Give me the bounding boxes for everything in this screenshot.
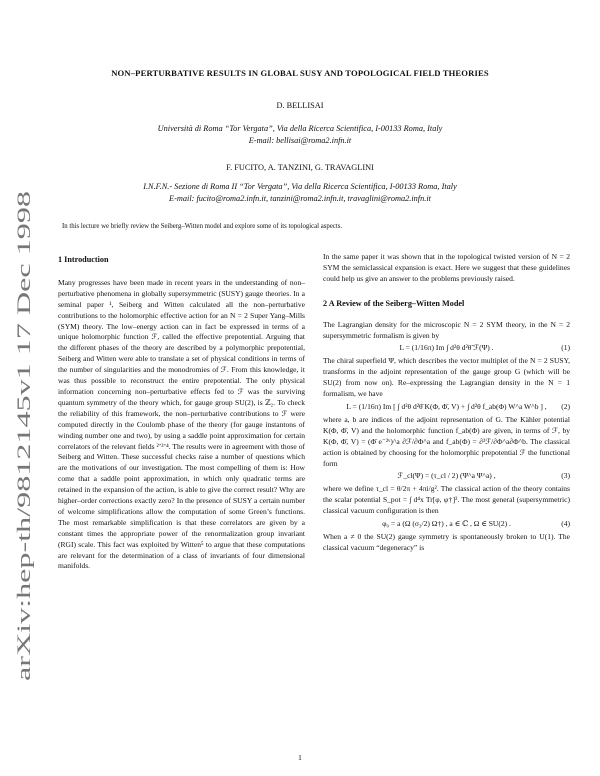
equation-2 [323, 402, 570, 413]
section1-heading: 1 Introduction [58, 255, 109, 264]
section2-p2: The chiral superfield Ψ, which describes the vector multiplet of the N = 2 SUSY, transforms in the adjoint representation of the gauge group G (which will be SU(2) from now on). Re–expressing the Lagrangian density in the N = 1 formalism, we have [323, 356, 570, 399]
page-number: 1 [298, 753, 302, 762]
section2-p5: When a ≠ 0 the SU(2) gauge symmetry is spontaneously broken to U(1). The classical vacuum “degeneracy” is [323, 531, 570, 552]
author2-affiliation: I.N.F.N.- Sezione di Roma II “Tor Vergata”, Via della Ricerca Scientifica, I-00133 Roma, Italy [143, 182, 457, 191]
abstract: In this lecture we briefly review the Seiberg–Witten model and explore some of its topological aspects. [62, 223, 343, 230]
equation-4 [323, 519, 570, 530]
arxiv-stamp [12, 186, 36, 686]
right-column [323, 252, 570, 554]
equation-4-body: φ₀ = a (Ω (σ₃/2) Ω†) , a ∈ ℂ , Ω ∈ SU(2) . [382, 519, 511, 529]
section2-heading: 2 A Review of the Seiberg–Witten Model [323, 298, 465, 308]
author1-email: E-mail: bellisai@roma2.infn.it [248, 136, 352, 145]
left-column [58, 255, 305, 572]
arxiv-stamp-text: arXiv:hep-th/9812145v1 17 Dec 1998 [15, 398, 35, 681]
author1-affiliation: Università di Roma “Tor Vergata”, Via della Ricerca Scientifica, I-00133 Roma, Italy [157, 124, 443, 133]
equation-2-body: L = (1/16π) Im [ ∫ d²θ d²θ̄ K(Φ, Φ̄, V) + ∫ d²θ f_ab(Φ) W^a W^b ] , [346, 401, 547, 411]
equation-1-body: L = (1/16π) Im ∫ d²θ d²θ̃ ℱ(Ψ) . [399, 343, 494, 353]
equation-3-number: (3) [561, 471, 570, 481]
section2-p3: where a, b are indices of the adjoint representation of G. The Kähler potential K(Φ, Φ̄, V) and the holomorphic function f_ab(Φ) are given, in terms of ℱ, by K(Φ, Φ̄, V) = (Φ̄ e⁻²ᵛ)^a ∂ℱ/∂Φ^a and f_ab(Φ) = ∂²ℱ/∂Φ^a∂Φ^b. The classical action is obtained by choosing for the holomorphic prepotential ℱ the functional form [323, 414, 570, 468]
paper-title: NON–PERTURBATIVE RESULTS IN GLOBAL SUSY AND TOPOLOGICAL FIELD THEORIES [111, 68, 489, 78]
author1-name: D. BELLISAI [276, 101, 324, 110]
author2-names: F. FUCITO, A. TANZINI, G. TRAVAGLINI [226, 163, 374, 172]
equation-1 [323, 343, 570, 354]
author2-email: E-mail: fucito@roma2.infn.it, tanzini@roma2.infn.it, travaglini@roma2.infn.it [169, 194, 431, 203]
equation-3 [323, 471, 570, 482]
equation-1-number: (1) [561, 343, 570, 353]
equation-3-body: ℱ_cl(Ψ) = (τ_cl / 2) (Ψ^a Ψ^a) , [397, 471, 496, 481]
equation-2-number: (2) [561, 401, 570, 411]
equation-4-number: (4) [561, 519, 570, 529]
section2-p4: where we define τ_cl = θ/2π + 4πi/g². The classical action of the theory contains the scalar potential S_pot = ∫ d⁴x Tr[φ, φ†]². The most general (supersymmetric) classical vacuum configuration is then [323, 484, 570, 516]
right-intro-text: In the same paper it was shown that in the topological twisted version of N = 2 SYM the semiclassical expansion is exact. Here we suggest that these guidelines could help us give an answer to the problems previously raised. [323, 252, 570, 283]
section1-text: Many progresses have been made in recent years in the understanding of non–perturbative phenomena in globally supersymmetric (SUSY) gauge theories. In a seminal paper ¹, Seiberg and Witten calculated all the non–perturbative contributions to the holomorphic effective action for an N = 2 Super Yang–Mills (SYM) theory. The low–energy action can in fact be expressed in terms of a unique holomorphic function ℱ, called the effective prepotential. Arguing that the different phases of the theory are described by a polymorphic prepotential, Seiberg and Witten were able to translate a set of physical conditions in terms of the number of singularities and the monodromies of ℱ. From this knowledge, it was thus possible to reconstruct the entire prepotential. The only physical information concerning non–perturbative effects fed to ℱ was the surviving quantum symmetry of the theory which, for gauge group SU(2), is ℤ₂. To check the reliability of this framework, the non–perturbative contributions to ℱ were computed directly in the Coulomb phase of the theory (for gauge instantons of winding number one and two), by using a saddle point approximation for certain correlators of the relevant fields ²ʼ³ʼ⁴. The results were in agreement with those of Seiberg and Witten. These successful checks raise a number of questions which are the motivations of our investigation. The most compelling of them is: How come that a saddle point approximation, in which only quadratic terms are retained in the expansion of the action, is able to give the correct result? Why are higher–order corrections exactly zero? In the presence of SUSY a certain number of welcome simplifications allow the computation of some Green’s functions. The most remarkable simplification is that these correlators are given by a constant times the appropriate power of the renormalization group invariant (RGI) scale. This fact was exploited by Witten⁵ to argue that these computations are relevant for the determination of a class of invariants of four dimensional manifolds. [58, 277, 305, 571]
section2-p1: The Lagrangian density for the microscopic N = 2 SYM theory, in the N = 2 supersymmetric formalism is given by [323, 319, 570, 340]
